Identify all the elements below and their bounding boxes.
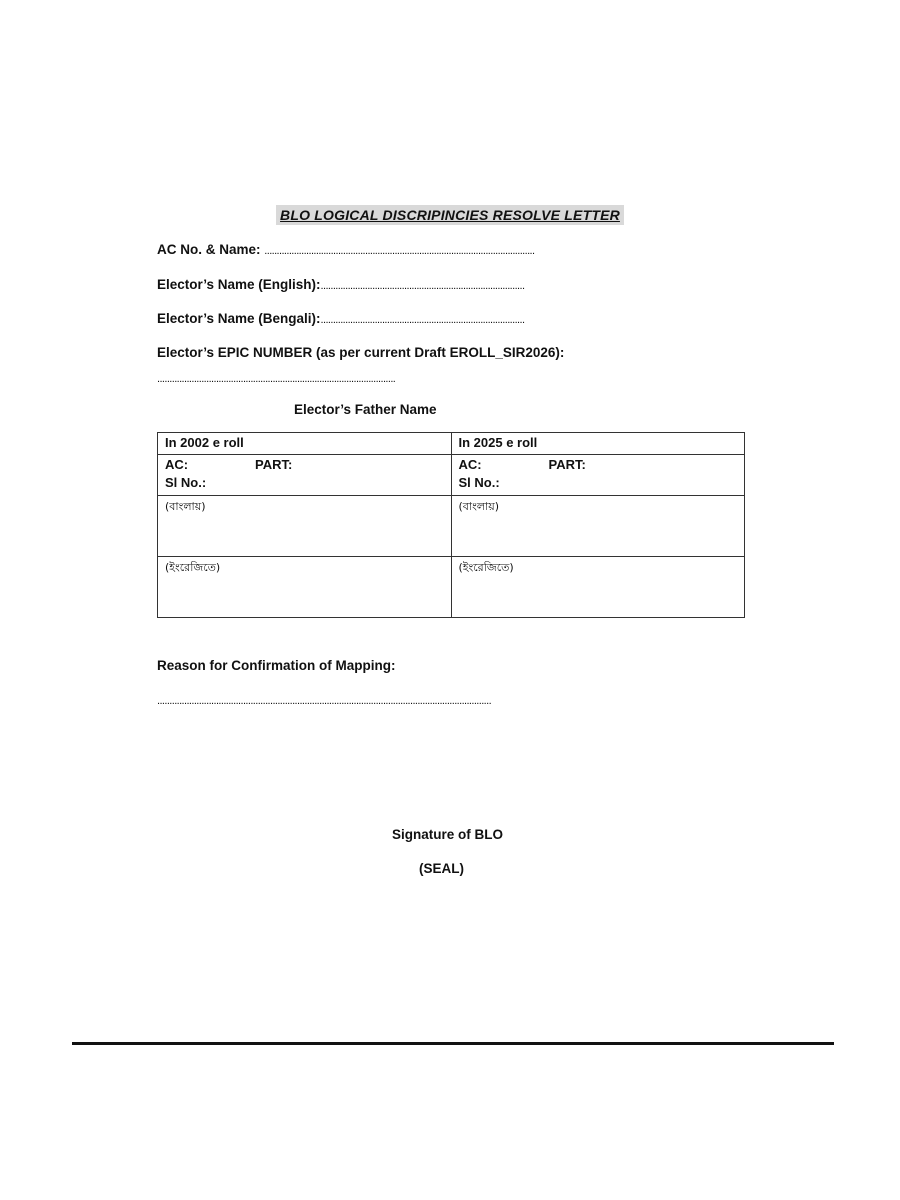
table-header-row xyxy=(158,433,745,455)
father-name-heading: Elector’s Father Name xyxy=(294,402,437,417)
col-2002-header: In 2002 e roll xyxy=(158,433,452,455)
seal-label: (SEAL) xyxy=(419,861,464,876)
signature-label: Signature of BLO xyxy=(392,827,503,842)
reason-dots-line xyxy=(157,692,491,707)
roll-comparison-table xyxy=(157,432,745,618)
part-label-2025: PART: xyxy=(548,457,586,472)
cell-2002-ac-part xyxy=(158,455,452,496)
ac-label: AC No. & Name: xyxy=(157,242,261,257)
epic-number-field xyxy=(157,345,564,360)
cell-2002-english xyxy=(158,557,452,618)
cell-2025-bengali xyxy=(451,496,745,557)
letter-title: BLO LOGICAL DISCRIPINCIES RESOLVE LETTER xyxy=(276,205,624,225)
reason-dots: ........................................................................................................................................ xyxy=(157,695,492,707)
epic-number-dots: ................................................................................................. xyxy=(157,373,396,385)
bengali-label-2002: (বাংলায়) xyxy=(165,500,206,513)
reason-label: Reason for Confirmation of Mapping: xyxy=(157,658,396,673)
cell-2025-ac-part xyxy=(451,455,745,496)
table-row-bengali xyxy=(158,496,745,557)
elector-name-bengali-dots: ................................................................................... xyxy=(320,314,525,326)
part-label-2002: PART: xyxy=(255,457,293,472)
sl-label-2002: Sl No.: xyxy=(165,475,207,490)
bengali-label-2025: (বাংলায়) xyxy=(458,500,499,513)
epic-number-dots-line xyxy=(157,370,395,385)
english-label-2002: (ইংরেজিতে) xyxy=(165,561,221,574)
footer-rule xyxy=(72,1042,834,1045)
elector-name-english-label: Elector’s Name (English): xyxy=(157,277,321,292)
table-row-english xyxy=(158,557,745,618)
ac-label-2025: AC: xyxy=(458,457,482,472)
elector-name-bengali-label: Elector’s Name (Bengali): xyxy=(157,311,321,326)
sl-label-2025: Sl No.: xyxy=(458,475,500,490)
col-2025-header: In 2025 e roll xyxy=(451,433,745,455)
table-row-ac-part xyxy=(158,455,745,496)
cell-2025-english xyxy=(451,557,745,618)
ac-label-2002: AC: xyxy=(165,457,189,472)
elector-name-english-dots: ................................................................................... xyxy=(320,280,525,292)
elector-name-bengali-field xyxy=(157,311,524,326)
cell-2002-bengali xyxy=(158,496,452,557)
ac-dots: .............................................................................................................. xyxy=(264,245,535,257)
elector-name-english-field xyxy=(157,277,524,292)
title-container xyxy=(0,205,900,225)
epic-number-label: Elector’s EPIC NUMBER (as per current Draft EROLL_SIR2026): xyxy=(157,345,565,360)
ac-field xyxy=(157,242,534,257)
english-label-2025: (ইংরেজিতে) xyxy=(458,561,514,574)
